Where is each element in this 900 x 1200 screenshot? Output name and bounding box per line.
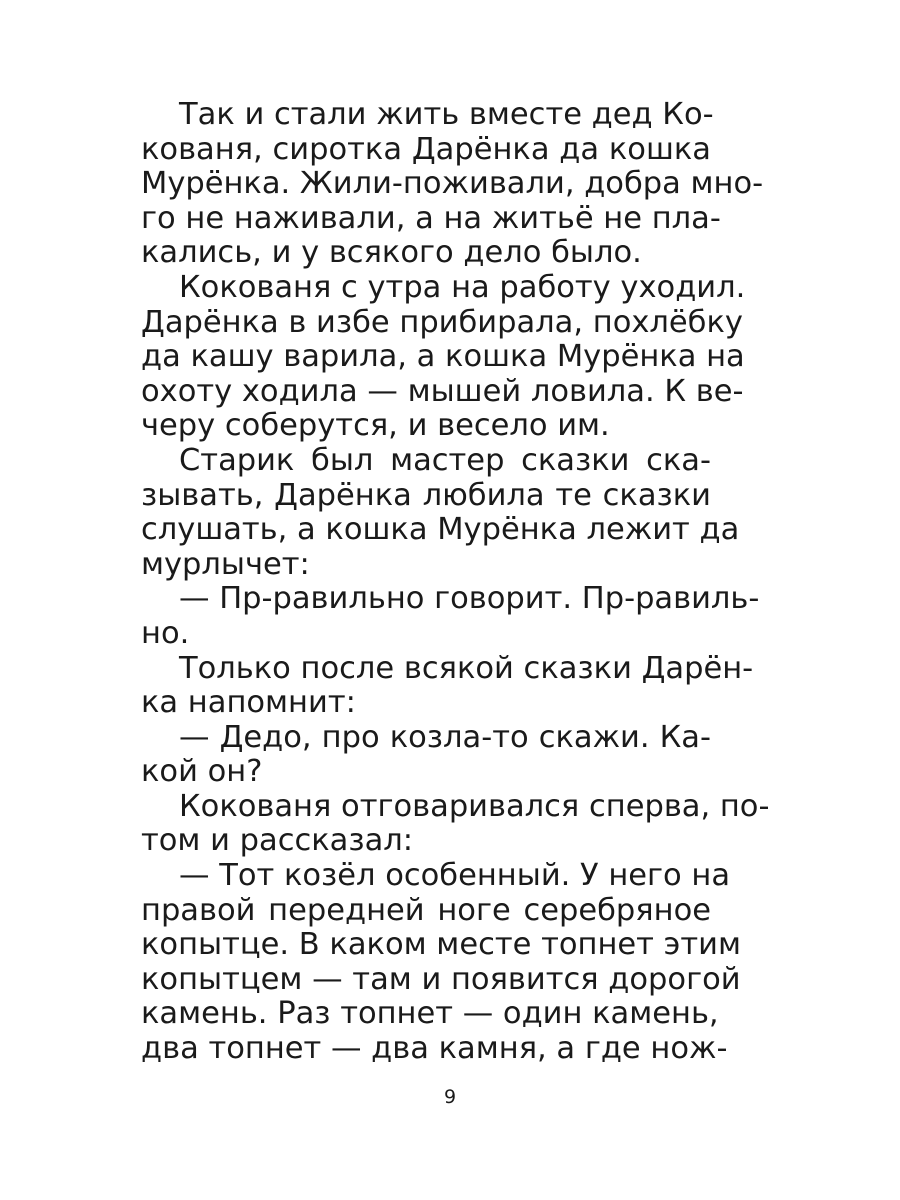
text-line-26: копытцем — там и появится дорогой [141,961,741,997]
text-line-22: том и рассказал: [141,823,414,859]
body-text [141,97,770,1067]
text-line-23: — Тот козёл особенный. У него на [179,858,731,894]
text-line-17: Только после всякой сказки Дарён- [179,650,754,686]
text-line-14: мурлычет: [141,546,310,582]
text-line-4: го не наживали, а на житьё не пла- [141,200,721,236]
text-line-10: черу соберутся, и весело им. [141,408,610,444]
text-line-3: Мурёнка. Жили-поживали, добра мно- [141,166,764,202]
text-line-27: камень. Раз топнет — один камень, [141,996,719,1032]
text-line-20: кой он? [141,754,263,790]
text-line-2: кованя, сиротка Дарёнка да кошка [141,131,711,167]
text-line-16: но. [141,615,190,651]
text-line-15: — Пр-равильно говорит. Пр-равиль- [179,581,760,617]
text-line-8: да кашу варила, а кошка Мурёнка на [141,339,745,375]
text-line-21: Кокованя отговаривался сперва, по- [179,788,770,824]
text-line-24: правой передней ноге серебряное [141,892,711,928]
text-line-5: кались, и у всякого дело было. [141,235,642,271]
text-line-13: слушать, а кошка Мурёнка лежит да [141,512,740,548]
text-line-12: зывать, Дарёнка любила те сказки [141,477,711,513]
text-line-11: Старик был мастер сказки ска- [179,442,711,478]
text-line-6: Кокованя с утра на работу уходил. [179,269,746,305]
text-line-18: ка напомнит: [141,685,356,721]
text-line-28: два топнет — два камня, а где нож- [141,1031,728,1067]
text-line-1: Так и стали жить вместе дед Ко- [179,97,714,132]
text-line-7: Дарёнка в избе прибирала, похлёбку [141,304,743,340]
text-line-19: — Дедо, про козла-то скажи. Ка- [179,719,711,755]
text-line-9: охоту ходила — мышей ловила. К ве- [141,373,744,409]
text-line-25: копытце. В каком месте топнет этим [141,927,741,963]
page-number: 9 [443,1086,457,1108]
